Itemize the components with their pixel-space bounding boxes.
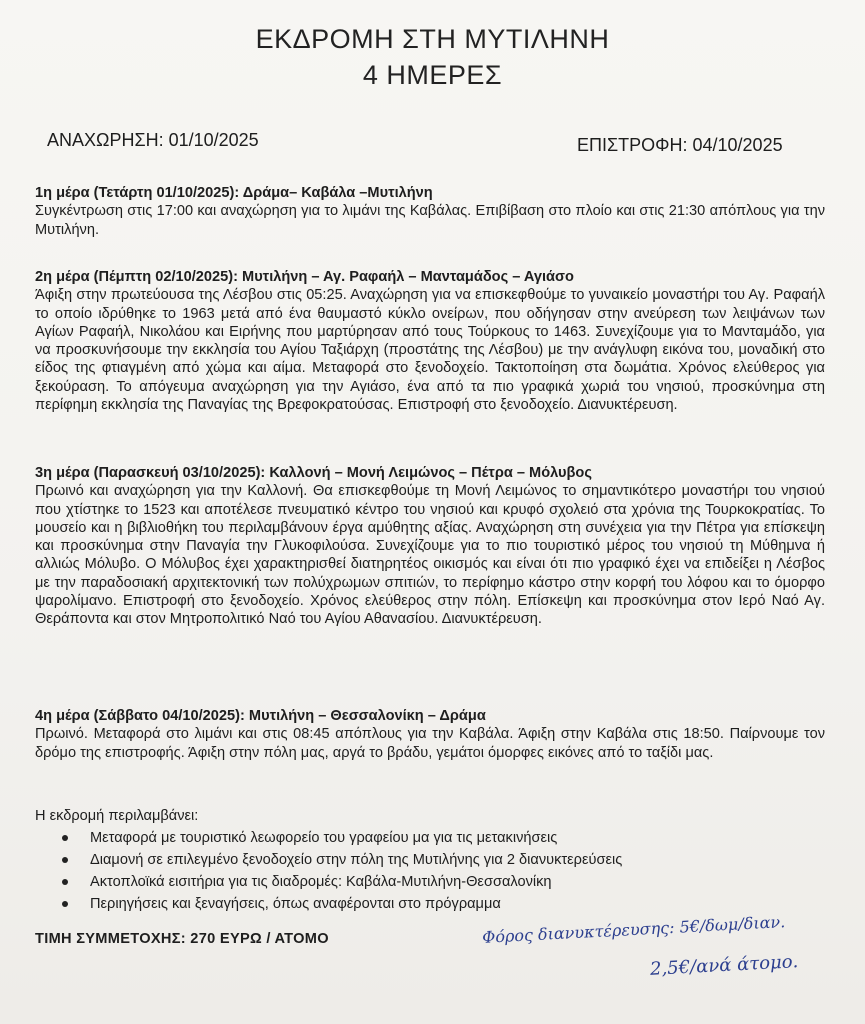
day-2-heading: 2η μέρα (Πέμπτη 02/10/2025): Μυτιλήνη – Αγ. Ραφαήλ – Μανταμάδος – Αγιάσο [35, 269, 574, 285]
includes-list [35, 827, 735, 915]
day-4-heading: 4η μέρα (Σάββατο 04/10/2025): Μυτιλήνη – Θεσσαλονίκη – Δράμα [35, 708, 486, 724]
day-3-section [35, 464, 825, 629]
includes-section [35, 805, 735, 915]
price-line: ΤΙΜΗ ΣΥΜΜΕΤΟΧΗΣ: 270 ΕΥΡΩ / ΑΤΟΜΟ [35, 931, 329, 947]
day-4-section [35, 707, 825, 762]
day-1-section [35, 184, 825, 239]
document-subtitle: 4 ΗΜΕΡΕΣ [362, 60, 503, 90]
return-date: ΕΠΙΣΤΡΟΦΗ: 04/10/2025 [577, 135, 783, 155]
document-title: ΕΚΔΡΟΜΗ ΣΤΗ ΜΥΤΙΛΗΝΗ [255, 24, 610, 54]
handwritten-tax-amount: 2,5€/ανά άτομο. [649, 951, 799, 980]
list-item: Διαμονή σε επιλεγμένο ξενοδοχείο στην πόλη της Μυτιλήνης για 2 διανυκτερεύσεις [90, 849, 735, 871]
day-2-text: Άφιξη στην πρωτεύουσα της Λέσβου στις 05:25. Αναχώρηση για να επισκεφθούμε το γυναικείο μοναστήρι του Αγ. Ραφαήλ το οποίο ιδρύθηκε το 1963 μετά από ένα θαυμαστό κύκλο ονείρων, που οδήγησαν στην ανεύρεση των λειψάνων των Αγίων Ραφαήλ, Νικολάου και Ειρήνης που μαρτύρησαν από τους Τούρκους το 1463. Συνεχίζουμε για το Μανταμάδο, για να προσκυνήσουμε την εκκλησία του Αγίου Ταξιάρχη (προστάτης της Λέσβου) με την ανάγλυφη εικόνα του, μοναδική στο είδος της φτιαγμένη από χώμα και αίμα. Μεταφορά στο ξενοδοχείο. Τακτοποίηση στα δωμάτια. Χρόνος ελεύθερος για ξεκούραση. Το απόγευμα αναχώρηση για την Αγιάσο, ένα από τα πιο γραφικά χωριά του νησιού, προσκύνημα στη περίφημη εκκλησία της Παναγίας της Βρεφοκρατούσας. Επιστροφή στο ξενοδοχείο. Διανυκτέρευση. [35, 287, 825, 414]
day-1-heading: 1η μέρα (Τετάρτη 01/10/2025): Δράμα– Καβάλα –Μυτιλήνη [35, 185, 433, 201]
day-3-heading: 3η μέρα (Παρασκευή 03/10/2025): Καλλονή – Μονή Λειμώνος – Πέτρα – Μόλυβος [35, 465, 592, 481]
includes-title: Η εκδρομή περιλαμβάνει: [35, 808, 199, 824]
day-2-section [35, 268, 825, 414]
departure-date: ΑΝΑΧΩΡΗΣΗ: 01/10/2025 [47, 130, 259, 150]
list-item: Ακτοπλοϊκά εισιτήρια για τις διαδρομές: Καβάλα-Μυτιλήνη-Θεσσαλονίκη [90, 871, 735, 893]
day-1-text: Συγκέντρωση στις 17:00 και αναχώρηση για το λιμάνι της Καβάλας. Επιβίβαση στο πλοίο και στις 21:30 απόπλους για την Μυτιλήνη. [35, 203, 825, 238]
list-item: Περιηγήσεις και ξεναγήσεις, όπως αναφέρονται στο πρόγραμμα [90, 893, 735, 915]
day-4-text: Πρωινό. Μεταφορά στο λιμάνι και στις 08:45 απόπλους για την Καβάλα. Άφιξη στην Καβάλα στις 18:50. Παίρνουμε τον δρόμο της επιστροφής. Άφιξη στην πόλη μας, αργά το βράδυ, γεμάτοι όμορφες εικόνες από το ταξίδι μας. [35, 726, 825, 761]
day-3-text: Πρωινό και αναχώρηση για την Καλλονή. Θα επισκεφθούμε τη Μονή Λειμώνος το σημαντικότερο μοναστήρι του νησιού που χτίστηκε το 1523 και αποτέλεσε πνευματικό κέντρο του νησιού και κρυφό σχολειό στα χρόνια της Τουρκοκρατίας. Το μουσείο και η βιβλιοθήκη του περιλαμβάνουν έργα αμύθητης αξίας. Αναχώρηση στη συνέχεια για την Πέτρα για επίσκεψη και προσκύνημα στην Παναγία την Γλυκοφιλούσα. Συνεχίζουμε για το πιο τουριστικό μέρος του νησιού τη Μύθημνα ή αλλιώς Μόλυβο. Ο Μόλυβος έχει χαρακτηρισθεί διατηρητέος οικισμός και είναι ότι πιο γραφικό έχει να επιδείξει η Λέσβος με την παραδοσιακή αρχιτεκτονική των πολύχρωμων σπιτιών, το περίφημο κάστρο στην κορφή του λόφου και το όμορφο ψαρολίμανο. Επιστροφή στο ξενοδοχείο. Χρόνος ελεύθερος στην πόλη. Επίσκεψη και προσκύνημα στον Ιερό Ναό Αγ. Θεράποντα και στον Μητροπολιτικό Ναό του Αγίου Αθανασίου. Διανυκτέρευση. [35, 483, 825, 628]
handwritten-tax-note: Φόρος διανυκτέρευσης: 5€/δωμ/διαν. [481, 912, 786, 947]
list-item: Μεταφορά με τουριστικό λεωφορείο του γραφείου μα για τις μετακινήσεις [90, 827, 735, 849]
